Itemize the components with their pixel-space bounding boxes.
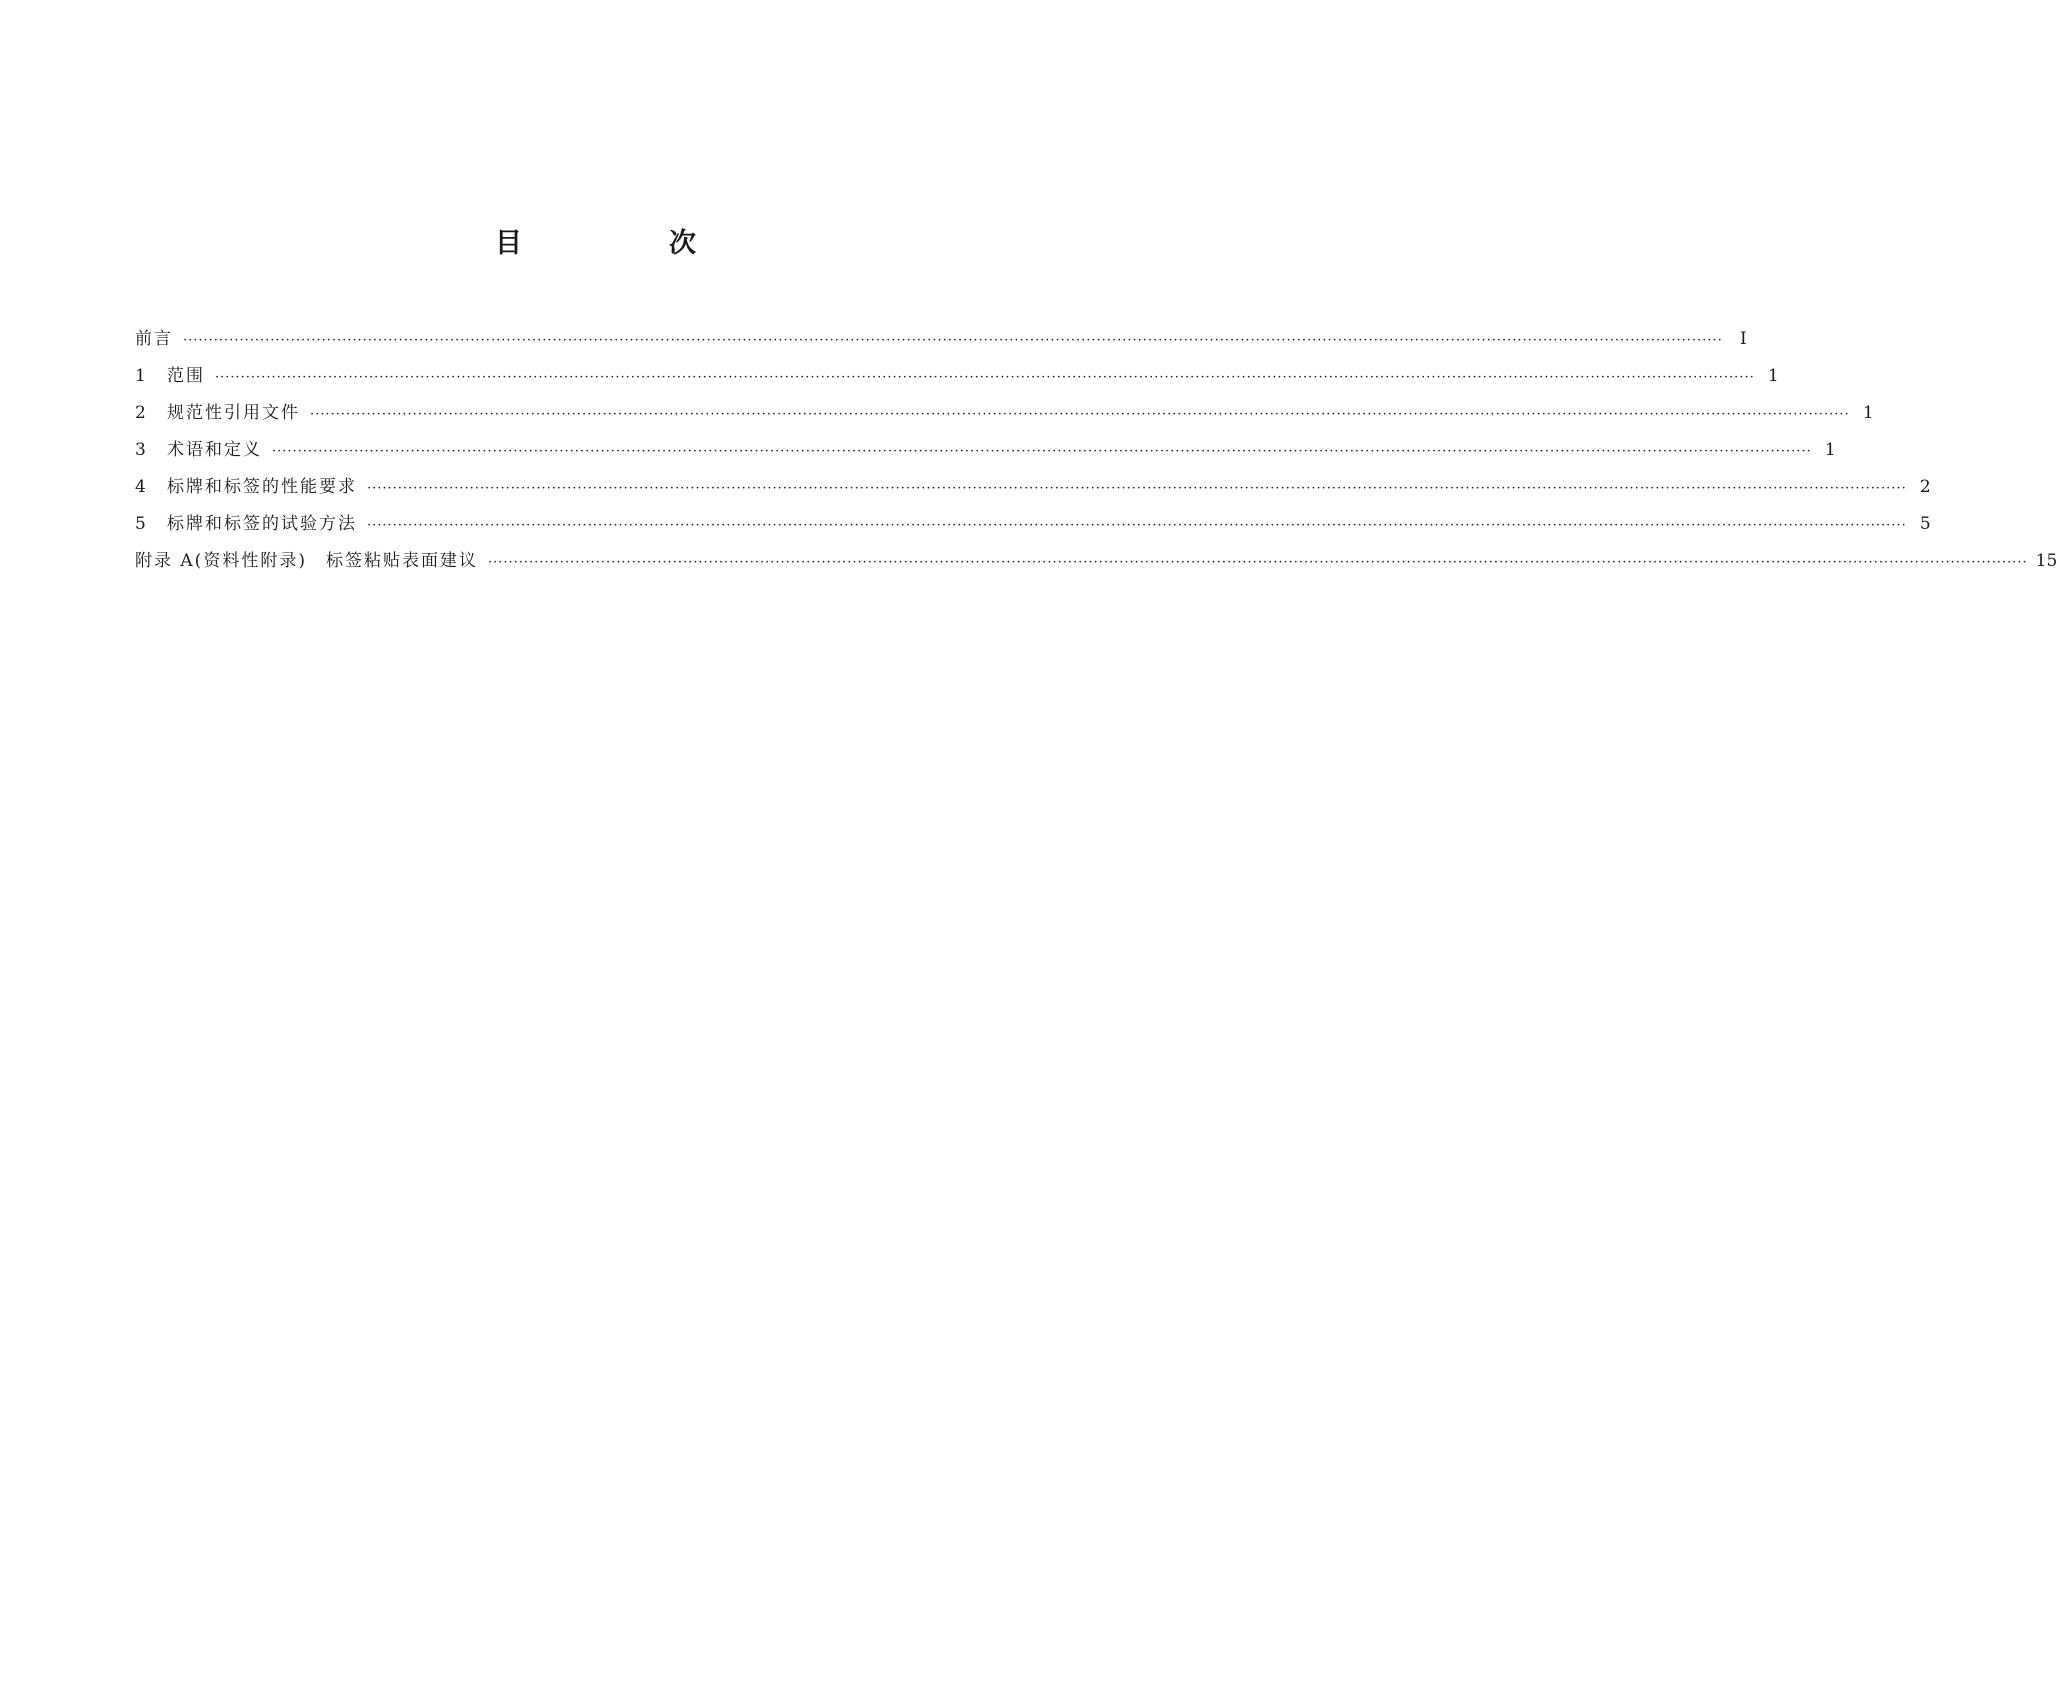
- toc-entry-page: 1: [1767, 366, 1779, 386]
- toc-leader-dots: ············································································································································································································································································································: [310, 407, 1850, 422]
- toc-entry-number: 4: [135, 477, 146, 497]
- table-of-contents: [135, 328, 2057, 587]
- toc-entry-label: 术语和定义: [167, 440, 262, 460]
- toc-entry-number: 3: [135, 440, 146, 460]
- toc-entry-page: Ⅰ: [1739, 329, 1747, 349]
- toc-entry-page: 15: [2035, 551, 2057, 571]
- toc-entry-number: 2: [135, 403, 146, 423]
- toc-entry-page: 1: [1824, 440, 1836, 460]
- toc-leader-dots: ············································································································································································································································································································: [215, 370, 1755, 385]
- toc-entry-foreword[interactable]: [135, 328, 1747, 365]
- toc-entry-test-methods[interactable]: [135, 513, 1931, 550]
- toc-entry-label: 附录 A(资料性附录) 标签粘贴表面建议: [135, 551, 478, 571]
- toc-entry-performance-requirements[interactable]: [135, 476, 1931, 513]
- toc-entry-terms-definitions[interactable]: [135, 439, 1836, 476]
- toc-entry-number: 1: [135, 366, 146, 386]
- toc-leader-dots: ············································································································································································································································································································: [367, 518, 1907, 533]
- toc-entry-label: 规范性引用文件: [167, 403, 300, 423]
- toc-leader-dots: ············································································································································································································································································································: [183, 333, 1723, 348]
- toc-entry-page: 2: [1919, 477, 1931, 497]
- toc-entry-label: 标牌和标签的试验方法: [167, 514, 357, 534]
- toc-entry-normative-references[interactable]: [135, 402, 1874, 439]
- toc-entry-page: 1: [1862, 403, 1874, 423]
- toc-entry-label: 前言: [135, 329, 173, 349]
- toc-leader-dots: ············································································································································································································································································································: [487, 555, 2028, 570]
- toc-entry-annex-a[interactable]: [135, 550, 2057, 587]
- toc-entry-scope[interactable]: [135, 365, 1779, 402]
- toc-entry-label: 标牌和标签的性能要求: [167, 477, 357, 497]
- toc-entry-page: 5: [1919, 514, 1931, 534]
- toc-entry-number: 5: [135, 514, 146, 534]
- toc-leader-dots: ············································································································································································································································································································: [272, 444, 1812, 459]
- page-title: 目 次: [495, 228, 756, 259]
- toc-entry-label: 范围: [167, 366, 205, 386]
- toc-leader-dots: ············································································································································································································································································································: [367, 481, 1907, 496]
